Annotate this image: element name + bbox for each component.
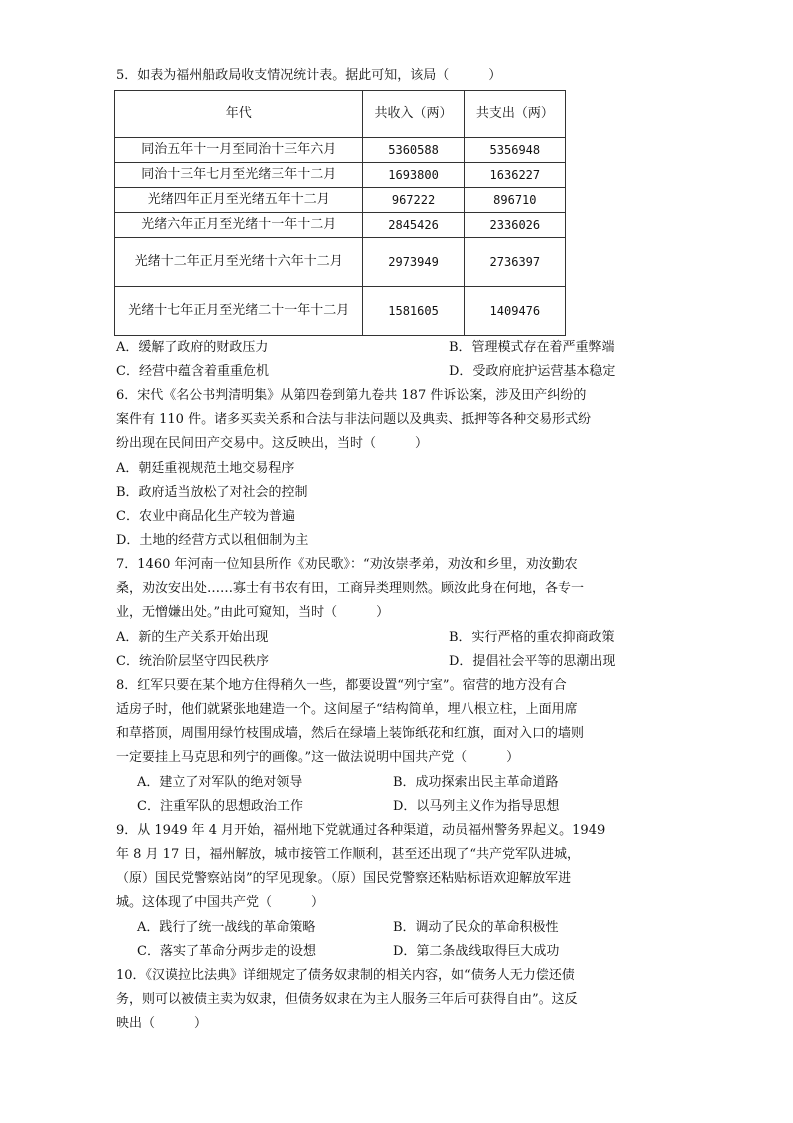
q8-option-d[interactable]: D．以马列主义作为指导思想 xyxy=(393,799,560,814)
table-cell-income: 1581605 xyxy=(363,287,464,336)
table-row xyxy=(115,238,566,287)
q9-stem-line: 9．从 1949 年 4 月开始，福州地下党就通过各种渠道，动员福州警务界起义。1949 xyxy=(116,823,606,838)
q7-option-b[interactable]: B．实行严格的重农抑商政策 xyxy=(449,630,615,645)
table-cell-expense: 2736397 xyxy=(464,238,565,287)
table-cell-expense: 5356948 xyxy=(464,138,565,163)
q9-option-b[interactable]: B．调动了民众的革命积极性 xyxy=(393,920,559,935)
q8-stem-line: 适房子时，他们就紧张地建造一个。这间屋子“结构简单，埋八根立柱，上面用席 xyxy=(116,702,578,717)
q9-stem-line: 城。这体现了中国共产党（ ） xyxy=(116,895,325,910)
q8-option-c[interactable]: C．注重军队的思想政治工作 xyxy=(137,799,303,814)
q7-option-a[interactable]: A．新的生产关系开始出现 xyxy=(116,630,269,645)
q9-stem-line: 年 8 月 17 日，福州解放，城市接管工作顺利，甚至还出现了“共产党军队进城， xyxy=(116,847,580,862)
q8-option-a[interactable]: A．建立了对军队的绝对领导 xyxy=(137,775,303,790)
table-row xyxy=(115,138,566,163)
q9-option-c[interactable]: C．落实了革命分两步走的设想 xyxy=(137,944,316,959)
q7-stem-line: 7．1460 年河南一位知县所作《劝民歌》：“劝汝崇孝弟，劝汝和乡里，劝汝勤农 xyxy=(116,557,578,572)
q7-stem-line: 业，无憎嫌出处。”由此可窥知，当时（ ） xyxy=(116,605,390,620)
q6-option-a[interactable]: A．朝廷重视规范土地交易程序 xyxy=(116,461,295,476)
q6-stem-line: 案件有 110 件。诸多买卖关系和合法与非法问题以及典卖、抵押等各种交易形式纷 xyxy=(116,412,592,427)
table-cell-period: 光绪十二年正月至光绪十六年十二月 xyxy=(115,238,363,287)
table-cell-income: 1693800 xyxy=(363,163,464,188)
q8-option-b[interactable]: B．成功探索出民主革命道路 xyxy=(393,775,559,790)
table-header-row xyxy=(115,91,566,138)
table-cell-expense: 896710 xyxy=(464,188,565,213)
q6-stem-line: 6．宋代《名公书判清明集》从第四卷到第九卷共 187 件诉讼案，涉及田产纠纷的 xyxy=(116,388,587,403)
table-cell-income: 967222 xyxy=(363,188,464,213)
q5-stem: 5．如表为福州船政局收支情况统计表。据此可知，该局（ ） xyxy=(116,68,502,83)
table-cell-expense: 2336026 xyxy=(464,213,565,238)
q9-stem-line: （原）国民党警察站岗”的罕见现象。（原）国民党警察还粘贴标语欢迎解放军进 xyxy=(116,871,572,886)
table-row xyxy=(115,163,566,188)
q6-option-b[interactable]: B．政府适当放松了对社会的控制 xyxy=(116,485,308,500)
table-cell-income: 2845426 xyxy=(363,213,464,238)
table-cell-period: 光绪四年正月至光绪五年十二月 xyxy=(115,188,363,213)
table-cell-period: 光绪六年正月至光绪十一年十二月 xyxy=(115,213,363,238)
table-cell-period: 同治五年十一月至同治十三年六月 xyxy=(115,138,363,163)
q8-stem-line: 一定要挂上马克思和列宁的画像。”这一做法说明中国共产党（ ） xyxy=(116,750,520,765)
q6-option-d[interactable]: D．土地的经营方式以租佃制为主 xyxy=(116,533,309,548)
q8-stem-line: 和草搭顶，周围用绿竹枝围成墙，然后在绿墙上装饰纸花和红旗，面对入口的墙则 xyxy=(116,726,585,741)
table-row xyxy=(115,213,566,238)
table-header-cell: 共支出（两） xyxy=(464,91,565,138)
table-cell-period: 同治十三年七月至光绪三年十二月 xyxy=(115,163,363,188)
q6-stem-line: 纷出现在民间田产交易中。这反映出，当时（ ） xyxy=(116,436,429,451)
table-cell-income: 5360588 xyxy=(363,138,464,163)
table-row xyxy=(115,287,566,336)
q5-option-b[interactable]: B．管理模式存在着严重弊端 xyxy=(449,340,615,355)
q7-option-d[interactable]: D．提倡社会平等的思潮出现 xyxy=(449,654,616,669)
q6-option-c[interactable]: C．农业中商品化生产较为普遍 xyxy=(116,509,295,524)
q9-option-a[interactable]: A．践行了统一战线的革命策略 xyxy=(137,920,316,935)
q5-option-d[interactable]: D．受政府庇护运营基本稳定 xyxy=(449,364,616,379)
q5-option-a[interactable]: A．缓解了政府的财政压力 xyxy=(116,340,269,355)
table-header-cell: 共收入（两） xyxy=(363,91,464,138)
q10-stem-line: 映出（ ） xyxy=(116,1016,208,1031)
table-cell-expense: 1409476 xyxy=(464,287,565,336)
q10-stem-line: 10．《汉谟拉比法典》详细规定了债务奴隶制的相关内容，如“债务人无力偿还债 xyxy=(116,968,575,983)
table-cell-period: 光绪十七年正月至光绪二十一年十二月 xyxy=(115,287,363,336)
table-row xyxy=(115,188,566,213)
table-cell-expense: 1636227 xyxy=(464,163,565,188)
q5-statistics-table xyxy=(114,90,566,336)
table-cell-income: 2973949 xyxy=(363,238,464,287)
q7-stem-line: 桑，劝汝安出处……寡士有书农有田，工商异类理则然。顾汝此身在何地，各专一 xyxy=(116,581,585,596)
q7-option-c[interactable]: C．统治阶层坚守四民秩序 xyxy=(116,654,269,669)
q5-option-c[interactable]: C．经营中蕴含着重重危机 xyxy=(116,364,269,379)
table-header-cell: 年代 xyxy=(115,91,363,138)
q8-stem-line: 8．红军只要在某个地方住得稍久一些，都要设置“列宁室”。宿营的地方没有合 xyxy=(116,678,567,693)
q10-stem-line: 务，则可以被债主卖为奴隶，但债务奴隶在为主人服务三年后可获得自由”。这反 xyxy=(116,992,578,1007)
q9-option-d[interactable]: D．第二条战线取得巨大成功 xyxy=(393,944,560,959)
